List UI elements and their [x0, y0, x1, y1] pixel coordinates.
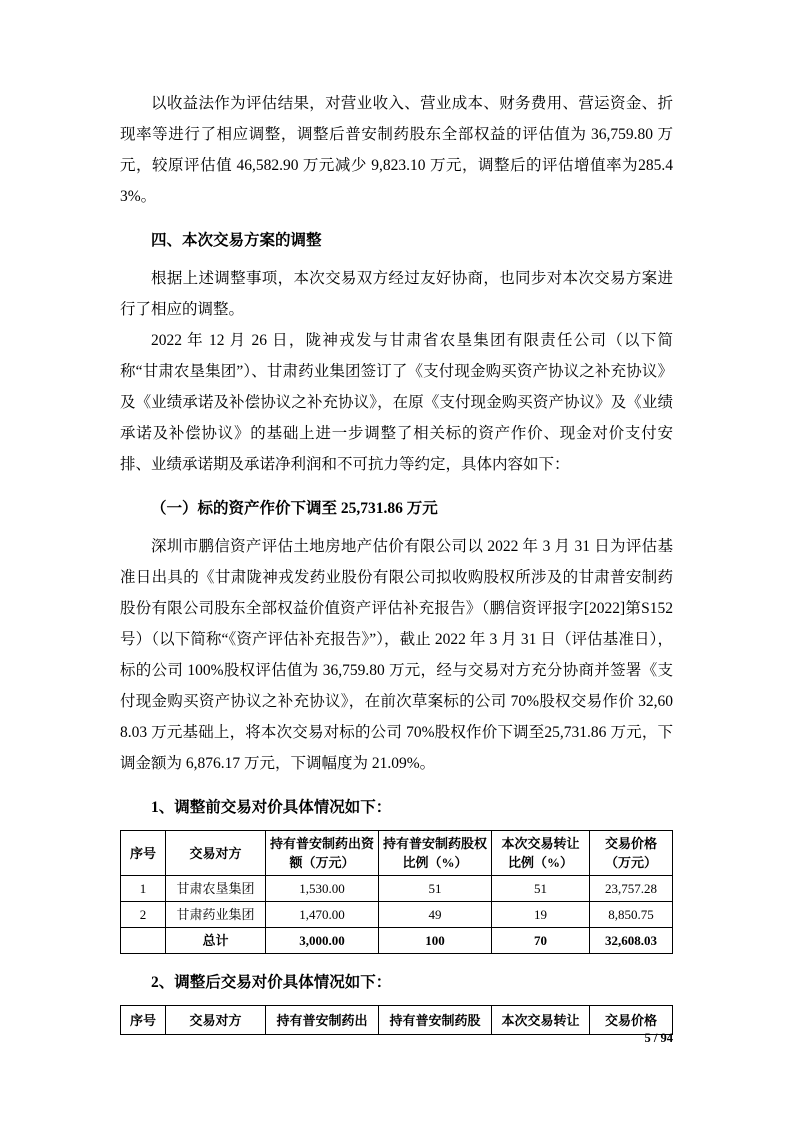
- table-cell: 3,000.00: [266, 928, 379, 954]
- table-header-cell: 交易价格: [590, 1006, 673, 1035]
- table-header-cell: 持有普安制药股权比例（%）: [379, 831, 492, 876]
- table-header-cell: 序号: [121, 831, 166, 876]
- table-header-cell: 本次交易转让比例（%）: [492, 831, 590, 876]
- page-number: 5 / 94: [644, 1031, 673, 1045]
- table-cell: 70: [492, 928, 590, 954]
- table-pre-adjustment-consideration: [120, 830, 673, 954]
- table-cell: [121, 928, 166, 954]
- heading-subsection-1: （一）标的资产作价下调至 25,731.86 万元: [151, 500, 438, 517]
- table-cell: 23,757.28: [590, 876, 673, 902]
- table-cell: 2: [121, 902, 166, 928]
- table-row: [121, 902, 673, 928]
- paragraph-valuation-report: 深圳市鹏信资产评估土地房地产估价有限公司以 2022 年 3 月 31 日为评估基准日出具的《甘肃陇神戎发药业股份有限公司拟收购股权所涉及的甘肃普安制药股份有限公司股东全部权益价值资产评估补充报告》（鹏信资评报字[2022]第S152 号）（以下简称“《资产评估补充报告》”），截止 2022 年 3 月 31 日（评估基准日），标的公司 100%股权评估值为 36,759.80 万元，经与交易对方充分协商并签署《支付现金购买资产协议之补充协议》，在前次草案标的公司 70%股权交易作价 32,608.03 万元基础上，将本次交易对标的公司 70%股权作价下调至25,731.86 万元，下调金额为 6,876.17 万元，下调幅度为 21.09%。: [120, 538, 673, 772]
- table-header-row: [121, 1006, 673, 1035]
- heading-table1-title: 1、调整前交易对价具体情况如下：: [151, 799, 392, 816]
- table-cell: 51: [379, 876, 492, 902]
- table-cell: 100: [379, 928, 492, 954]
- table-cell: 51: [492, 876, 590, 902]
- table-cell: 1: [121, 876, 166, 902]
- table-cell: 32,608.03: [590, 928, 673, 954]
- table-header-cell: 交易价格（万元）: [590, 831, 673, 876]
- paragraph-scheme-adjustment: 根据上述调整事项，本次交易双方经过友好协商，也同步对本次交易方案进行了相应的调整。: [120, 270, 673, 318]
- table-header-cell: 本次交易转让: [492, 1006, 590, 1035]
- table-total-row: [121, 928, 673, 954]
- table-header-row: [121, 831, 673, 876]
- table-header-cell: 持有普安制药股: [379, 1006, 492, 1035]
- table-cell: 总计: [166, 928, 266, 954]
- heading-section-4: 四、本次交易方案的调整: [151, 232, 322, 249]
- table-cell: 8,850.75: [590, 902, 673, 928]
- table-cell: 49: [379, 902, 492, 928]
- paragraph-agreement-signing: 2022 年 12 月 26 日，陇神戎发与甘肃省农垦集团有限责任公司（以下简称“甘肃农垦集团”）、甘肃药业集团签订了《支付现金购买资产协议之补充协议》及《业绩承诺及补偿协议之补充协议》，在原《支付现金购买资产协议》及《业绩承诺及补偿协议》的基础上进一步调整了相关标的资产作价、现金对价支付安排、业绩承诺期及承诺净利润和不可抗力等约定，具体内容如下：: [120, 332, 673, 473]
- table-cell: 甘肃药业集团: [166, 902, 266, 928]
- heading-table2-title: 2、调整后交易对价具体情况如下：: [151, 974, 392, 991]
- table-cell: 1,470.00: [266, 902, 379, 928]
- paragraph-valuation-adjustment: 以收益法作为评估结果，对营业收入、营业成本、财务费用、营运资金、折现率等进行了相应调整，调整后普安制药股东全部权益的评估值为 36,759.80 万元，较原评估值 46,582.90 万元减少 9,823.10 万元，调整后的评估增值率为285.43%。: [120, 95, 673, 205]
- table-header-cell: 序号: [121, 1006, 166, 1035]
- table-header-cell: 交易对方: [166, 831, 266, 876]
- table-cell: 甘肃农垦集团: [166, 876, 266, 902]
- table-post-adjustment-consideration: [120, 1005, 673, 1035]
- table-header-cell: 持有普安制药出: [266, 1006, 379, 1035]
- table-row: [121, 876, 673, 902]
- table-header-cell: 交易对方: [166, 1006, 266, 1035]
- table-cell: 1,530.00: [266, 876, 379, 902]
- table-cell: 19: [492, 902, 590, 928]
- table-header-cell: 持有普安制药出资额（万元）: [266, 831, 379, 876]
